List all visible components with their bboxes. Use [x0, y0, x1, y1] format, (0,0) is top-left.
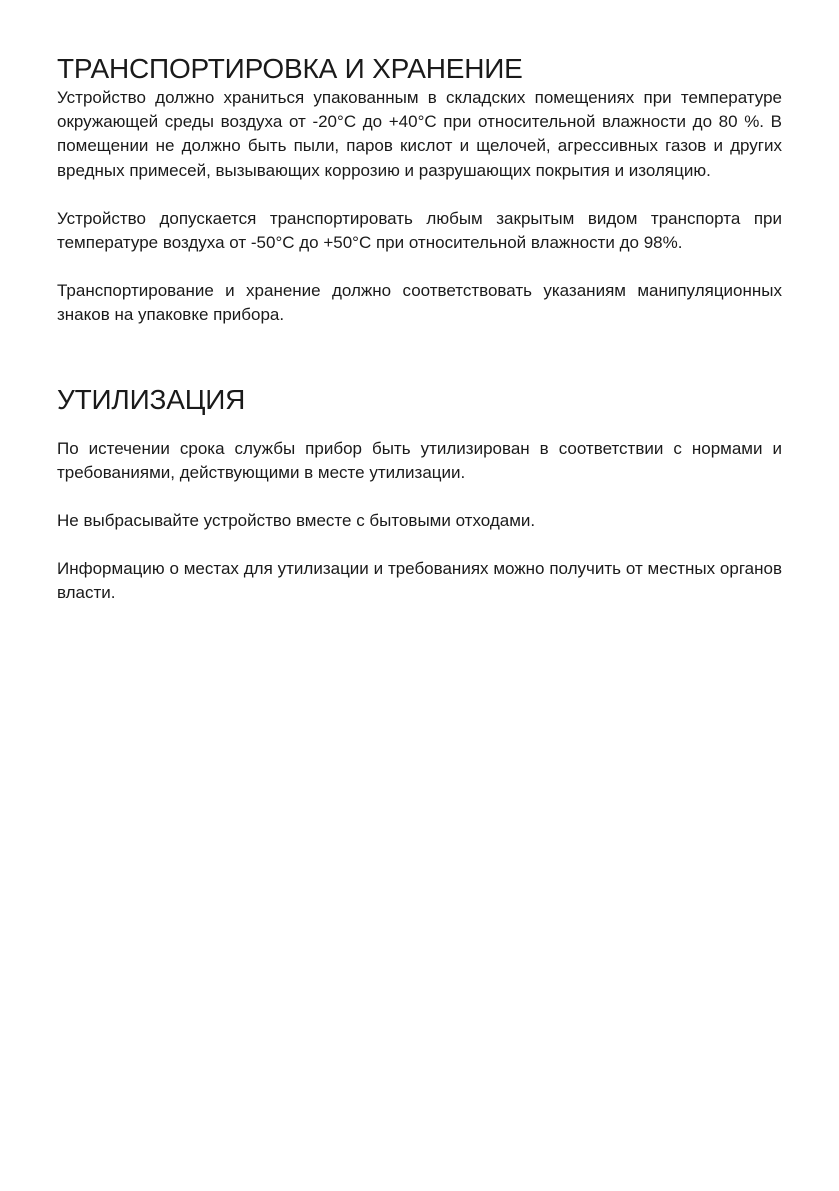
transport-storage-section — [57, 52, 782, 328]
transport-conditions-paragraph: Устройство допускается транспортировать любым закрытым видом транспорта при температуре воздуха от -50°С до +50°С при относительной влажности до 98%. — [57, 208, 782, 253]
handling-marks-paragraph: Транспортирование и хранение должно соответствовать указаниям манипуляционных знаков на упаковке прибора. — [57, 281, 782, 325]
disposal-section — [57, 383, 782, 606]
household-waste-paragraph: Не выбрасывайте устройство вместе с бытовыми отходами. — [57, 511, 536, 531]
document-page — [57, 52, 782, 606]
storage-conditions-paragraph: Устройство должно храниться упакованным в складских помещениях при температуре окружающей среды воздуха от -20°С до +40°С при относительной влажности до 80 %. В помещении не должно быть пыли, паров кислот и щелочей, агрессивных газов и других вредных примесей, вызывающих коррозию и разрушающих покрытия и изоляцию. — [57, 88, 782, 180]
transport-storage-heading: ТРАНСПОРТИРОВКА И ХРАНЕНИЕ — [57, 53, 523, 84]
disposal-rules-paragraph: По истечении срока службы прибор быть утилизирован в соответствии с нормами и требованиями, действующими в месте утилизации. — [57, 438, 782, 482]
disposal-info-paragraph: Информацию о местах для утилизации и требованиях можно получить от местных органов власти. — [57, 559, 782, 603]
disposal-heading: УТИЛИЗАЦИЯ — [57, 383, 246, 415]
